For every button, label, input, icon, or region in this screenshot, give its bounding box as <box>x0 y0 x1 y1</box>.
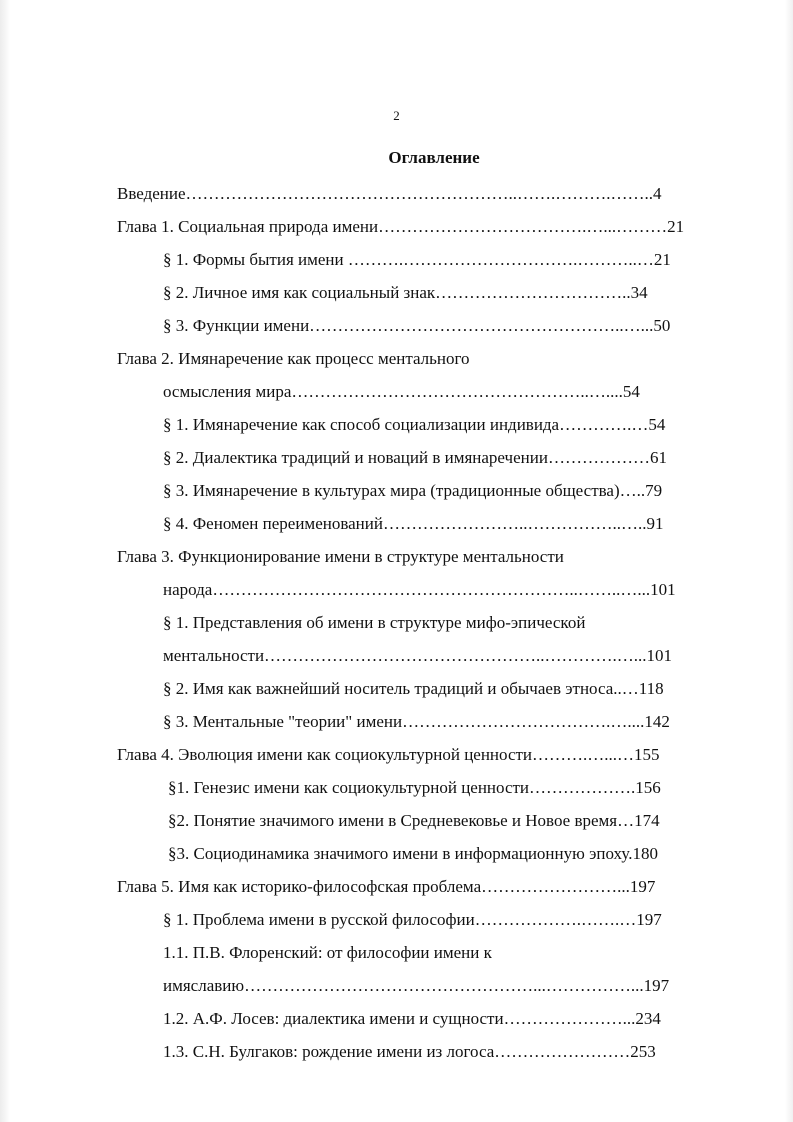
toc-entry-chapter-3-cont <box>0 572 793 605</box>
toc-entry-ch1-sec3 <box>0 308 793 341</box>
toc-entry-ch5-sub1-2 <box>0 1001 793 1034</box>
toc-entry-text: § 2. Личное имя как социальный знак……………………………..34 <box>163 283 648 302</box>
toc-entry-text: имяславию……………………………………………...……………...197 <box>163 976 670 995</box>
toc-entry-ch2-sec4 <box>0 506 793 539</box>
page-number: 2 <box>393 108 400 123</box>
toc-entry-text: § 1. Проблема имени в русской философии……………….…….…197 <box>163 910 662 929</box>
toc-entry-text: Глава 4. Эволюция имени как социокультурной ценности……….…...…155 <box>117 745 660 764</box>
toc-entry-text: § 4. Феномен переименований……………………..……………..…..91 <box>163 514 664 533</box>
toc-entry-introduction <box>0 176 793 209</box>
toc-entry-ch4-sec3 <box>0 836 793 869</box>
toc-entry-chapter-2 <box>0 341 793 374</box>
toc-entry-ch5-sec1 <box>0 902 793 935</box>
toc-entry-text: §1. Генезис имени как социокультурной ценности……………….156 <box>168 778 661 797</box>
toc-entry-ch3-sec2 <box>0 671 793 704</box>
toc-entry-text: § 1. Представления об имени в структуре мифо-эпической <box>163 613 586 632</box>
toc-entry-text: 1.1. П.В. Флоренский: от философии имени к <box>163 943 492 962</box>
toc-entry-text: § 1. Формы бытия имени ……….………………………….………..…21 <box>163 250 671 269</box>
toc-entry-text: Глава 3. Функционирование имени в структуре ментальности <box>117 547 564 566</box>
toc-entry-text: § 3. Функции имени………………………………………………..…...50 <box>163 316 671 335</box>
toc-entry-ch1-sec2 <box>0 275 793 308</box>
toc-entry-text: 1.3. С.Н. Булгаков: рождение имени из логоса……………………253 <box>163 1042 656 1061</box>
toc-entry-ch2-sec3 <box>0 473 793 506</box>
toc-entry-text: § 2. Имя как важнейший носитель традиций и обычаев этноса..…118 <box>163 679 664 698</box>
toc-entry-text: § 3. Ментальные "теории" имени……………………………….…....142 <box>163 712 670 731</box>
toc-entry-ch5-sub1-1-cont <box>0 968 793 1001</box>
toc-entry-ch2-sec1 <box>0 407 793 440</box>
toc-entry-ch3-sec1-cont <box>0 638 793 671</box>
toc-entry-chapter-5 <box>0 869 793 902</box>
toc-entry-text: Глава 2. Имянаречение как процесс ментального <box>117 349 470 368</box>
toc-entry-text: ментальности…………………………………………..………….…...101 <box>163 646 673 665</box>
toc-entry-text: осмысления мира……………………………………………..…....54 <box>163 382 640 401</box>
toc-entry-ch3-sec3 <box>0 704 793 737</box>
toc-entry-chapter-1 <box>0 209 793 242</box>
toc-entry-text: § 2. Диалектика традиций и новаций в имянаречении………………61 <box>163 448 667 467</box>
toc-entry-text: §3. Социодинамика значимого имени в информационную эпоху.180 <box>168 844 658 863</box>
toc-entry-text: 1.2. А.Ф. Лосев: диалектика имени и сущности…………………...234 <box>163 1009 661 1028</box>
toc-entry-ch2-sec2 <box>0 440 793 473</box>
toc-entry-ch1-sec1 <box>0 242 793 275</box>
toc-entry-ch4-sec2 <box>0 803 793 836</box>
toc-entry-ch3-sec1 <box>0 605 793 638</box>
toc-entry-ch4-sec1 <box>0 770 793 803</box>
toc-title: Оглавление <box>388 148 480 167</box>
table-of-contents <box>0 176 793 1067</box>
toc-entry-chapter-2-cont <box>0 374 793 407</box>
toc-entry-chapter-4 <box>0 737 793 770</box>
toc-entry-text: народа………………………………………………………..……..…...101 <box>163 580 676 599</box>
toc-entry-text: § 1. Имянаречение как способ социализации индивида………….…54 <box>163 415 666 434</box>
toc-entry-text: Введение…………………………………………………..…….……….……..4 <box>117 184 662 203</box>
toc-entry-text: Глава 5. Имя как историко-философская проблема……………………...197 <box>117 877 656 896</box>
toc-entry-chapter-3 <box>0 539 793 572</box>
toc-entry-ch5-sub1-1 <box>0 935 793 968</box>
toc-entry-text: §2. Понятие значимого имени в Средневековье и Новое время…174 <box>168 811 660 830</box>
toc-entry-ch5-sub1-3 <box>0 1034 793 1067</box>
toc-entry-text: § 3. Имянаречение в культурах мира (традиционные общества)…..79 <box>163 481 663 500</box>
toc-entry-text: Глава 1. Социальная природа имени……………………………….…...………21 <box>117 217 685 236</box>
